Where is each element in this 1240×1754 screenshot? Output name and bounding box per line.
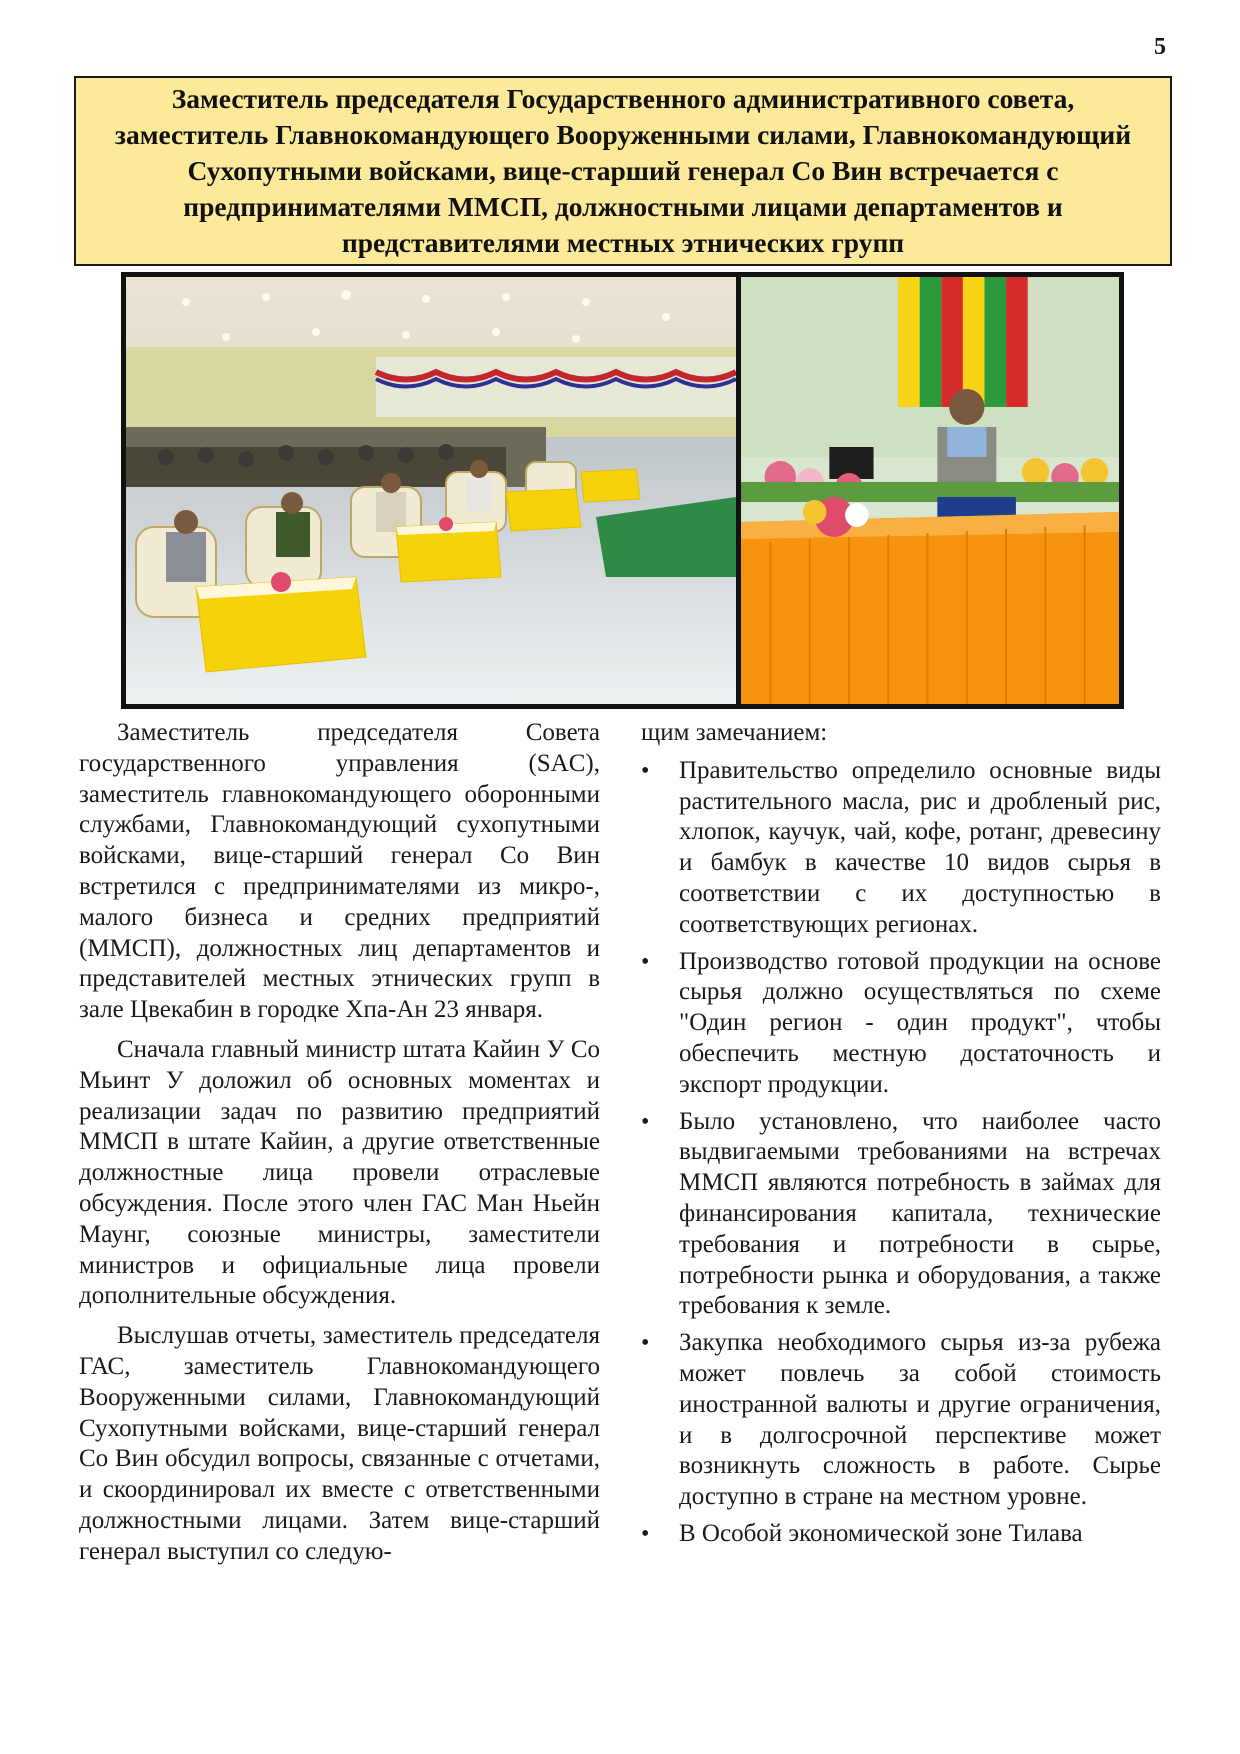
paragraph: Сначала главный министр штата Кайин У Со Мьинт У доложил об основных моментах и реализации задач по развитию предприятий ММСП в штате Кайин, а другие ответственные должностные лица провели отраслевые обсуждения. После этого член ГАС Ман Ньейн Маунг, союзные министры, заместители министров и официальные лица провели дополнительные обсуждения.	[79, 1035, 600, 1310]
photo-meeting-hall	[126, 277, 736, 704]
page-number: 5	[1154, 34, 1166, 60]
right-column	[641, 718, 1161, 1556]
paragraph-continuation: щим замечанием:	[641, 719, 828, 746]
photo-speaker	[741, 277, 1119, 704]
headline-box	[74, 76, 1172, 266]
photo-frame	[121, 272, 1124, 709]
bullet-list	[641, 756, 1161, 1550]
bullet-item: • Правительство определило основные виды растительного масла, рис и дробленый рис, хлопок, каучук, чай, кофе, ротанг, древесину и бамбук в качестве 10 видов сырья в соответствии с их доступностью в соответствующих регионах.	[641, 756, 1161, 941]
bullet-item: • Производство готовой продукции на основе сырья должно осуществляться по схеме "Один регион - один продукт", чтобы обеспечить местную достаточность и экспорт продукции.	[641, 947, 1161, 1101]
left-column	[79, 718, 600, 1577]
paragraph: Заместитель председателя Совета государственного управления (SAC), заместитель главнокомандующего оборонными службами, Главнокомандующий сухопутными войсками, вице-старший генерал Со Вин встретился с предпринимателями из микро-, малого бизнеса и средних предприятий (ММСП), должностных лиц департаментов и представителей местных этнических групп в зале Цвекабин в городке Хпа-Ан 23 января.	[79, 719, 600, 1024]
bullet-item: • Было установлено, что наиболее часто выдвигаемыми требованиями на встречах ММСП являются потребность в займах для финансирования капитала, технические требования и потребности в сырье, потребности рынка и оборудования, а также требования к земле.	[641, 1107, 1161, 1323]
speaker-illustration	[741, 277, 1119, 704]
bullet-item: • Закупка необходимого сырья из-за рубежа может повлечь за собой стоимость иностранной валюты и другие ограничения, и в долгосрочной перспективе может возникнуть сложность в работе. Сырье доступно в стране на местном уровне.	[641, 1328, 1161, 1513]
headline: Заместитель председателя Государственного административного совета, заместитель Главнокомандующего Вооруженными силами, Главнокомандующий Сухопутными войсками, вице-старший генерал Со Вин встречается с предпринимателями ММСП, должностными лицами департаментов и представителями местных этнических групп	[114, 83, 1132, 258]
meeting-hall-illustration	[126, 277, 736, 704]
bullet-item: • В Особой экономической зоне Тилава	[641, 1519, 1161, 1550]
paragraph: Выслушав отчеты, заместитель председателя ГАС, заместитель Главнокомандующего Вооруженными силами, Главнокомандующий Сухопутными войсками, вице-старший генерал Со Вин обсудил вопросы, связанные с отчетами, и скоординировал их вместе с ответственными должностными лицами. Затем вице-старший генерал выступил со следую-	[79, 1322, 600, 1565]
